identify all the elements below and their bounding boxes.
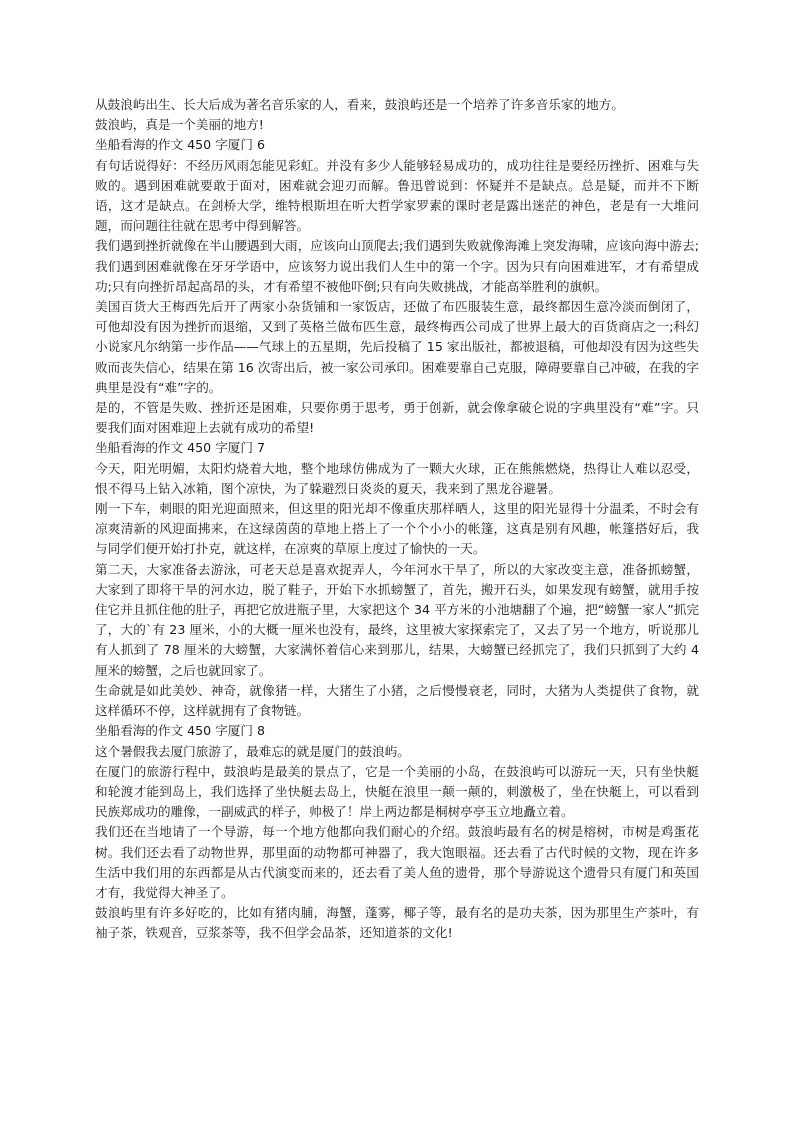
paragraph: 刚一下车，刺眼的阳光迎面照来，但这里的阳光却不像重庆那样晒人，这里的阳光显得十分温柔，不时会有凉爽清新的风迎面拂来，在这绿茵茵的草地上搭上了一个个小小的帐篷，这真是别有风趣，帐篷搭好后，我与同学们便开始打扑克，就这样，在凉爽的草原上度过了愉快的一天。 bbox=[95, 501, 699, 557]
paragraph: 生命就是如此美妙、神奇，就像猪一样，大猪生了小猪，之后慢慢衰老，同时，大猪为人类提供了食物，就这样循环不停，这样就拥有了食物链。 bbox=[95, 682, 699, 719]
paragraph: 鼓浪屿里有许多好吃的，比如有猪肉脯，海蟹，蓬雾，椰子等，最有名的是功夫茶，因为那里生产茶叶，有袖子茶，铁观音，豆浆茶等，我不但学会品茶，还知道茶的文化! bbox=[95, 905, 699, 941]
paragraph: 我们还在当地请了一个导游，每一个地方他都向我们耐心的介绍。鼓浪屿最有名的树是榕树，市树是鸡蛋花树。我们还去看了动物世界，那里面的动物都可神器了，我大饱眼福。还去看了古代时候的文物，现在许多生活中我们用的东西都是从古代演变而来的，还去看了美人鱼的遗骨，那个导游说这个遗骨只有厦门和英国才有，我觉得大神圣了。 bbox=[95, 824, 699, 900]
paragraph: 这个暑假我去厦门旅游了，最难忘的就是厦门的鼓浪屿。 bbox=[95, 743, 410, 759]
section-heading: 坐船看海的作文 450 字厦门 6 bbox=[95, 137, 265, 153]
section-heading: 坐船看海的作文 450 字厦门 8 bbox=[95, 723, 265, 739]
section-heading: 坐船看海的作文 450 字厦门 7 bbox=[95, 440, 265, 456]
paragraph: 我们遇到挫折就像在半山腰遇到大雨，应该向山顶爬去;我们遇到失败就像海滩上突发海啸，应该向海中游去;我们遇到困难就像在牙牙学语中，应该努力说出我们人生中的第一个字。因为只有向困难进军，才有希望成功;只有向挫折昂起高昂的头，才有希望不被他吓倒;只有向失败挑战，才能高举胜利的旗帜。 bbox=[95, 238, 699, 294]
document-page bbox=[95, 95, 699, 944]
paragraph: 今天，阳光明媚，太阳灼烧着大地，整个地球仿佛成为了一颗大火球，正在熊熊燃烧，热得让人难以忍受，恨不得马上钻入冰箱，图个凉快，为了躲避烈日炎炎的夏天，我来到了黑龙谷避暑。 bbox=[95, 460, 699, 496]
paragraph: 鼓浪屿，真是一个美丽的地方! bbox=[95, 117, 264, 133]
paragraph: 是的，不管是失败、挫折还是困难，只要你勇于思考，勇于创新，就会像拿破仑说的字典里没有“难”字。只要我们面对困难迎上去就有成功的希望! bbox=[95, 400, 699, 436]
paragraph: 第二天，大家准备去游泳，可老天总是喜欢捉弄人，今年河水干旱了，所以的大家改变主意，准备抓螃蟹，大家到了即将干旱的河水边，脱了鞋子，开始下水抓螃蟹了，首先，搬开石头，如果发现有螃蟹，就用手按住它并且抓住他的肚子，再把它放进瓶子里，大家把这个 34 平方米的小池塘翻了个遍，把“螃蟹一家人”抓完了，大的`有 23 厘米，小的大概一厘米也没有，最终，这里被大家探索完了，又去了另一个地方，听说那儿有人抓到了 78 厘米的大螃蟹，大家满怀着信心来到那儿，结果，大螃蟹已经抓完了，我们只抓到了大约 4 厘米的螃蟹，之后也就回家了。 bbox=[95, 561, 699, 678]
paragraph: 从鼓浪屿出生、长大后成为著名音乐家的人，看来，鼓浪屿还是一个培养了许多音乐家的地方。 bbox=[95, 97, 624, 112]
paragraph: 有句话说得好：不经历风雨怎能见彩虹。并没有多少人能够轻易成功的，成功往往是要经历挫折、困难与失败的。遇到困难就要敢于面对，困难就会迎刃而解。鲁迅曾说到：怀疑并不是缺点。总是疑，而并不下断语，这才是缺点。在剑桥大学，维特根斯坦在听大哲学家罗素的课时老是露出迷茫的神色，老是有一大堆问题，而问题往往就在思考中得到解答。 bbox=[95, 157, 699, 234]
paragraph: 在厦门的旅游行程中，鼓浪屿是最美的景点了，它是一个美丽的小岛，在鼓浪屿可以游玩一天，只有坐快艇和轮渡才能到岛上，我们选择了坐快艇去岛上，快艇在浪里一颠一颠的，刺激极了，坐在快艇上，可以看到民族郑成功的雕像，一副威武的样子，帅极了！岸上两边都是桐树亭亭玉立地矗立着。 bbox=[95, 763, 699, 820]
paragraph: 美国百货大王梅西先后开了两家小杂货铺和一家饭店，还做了布匹服装生意，最终都因生意冷淡而倒闭了，可他却没有因为挫折而退缩，又到了英格兰做布匹生意，最终梅西公司成了世界上最大的百货商店之一;科幻小说家凡尔纳第一步作品——气球上的五星期，先后投稿了 15 家出版社，都被退稿，可他却没有因为这些失败而丧失信心，结果在第 16 次寄出后，被一家公司承印。困难要靠自己克服，障碍要靠自己冲破，在我的字典里是没有“难”字的。 bbox=[95, 299, 699, 395]
